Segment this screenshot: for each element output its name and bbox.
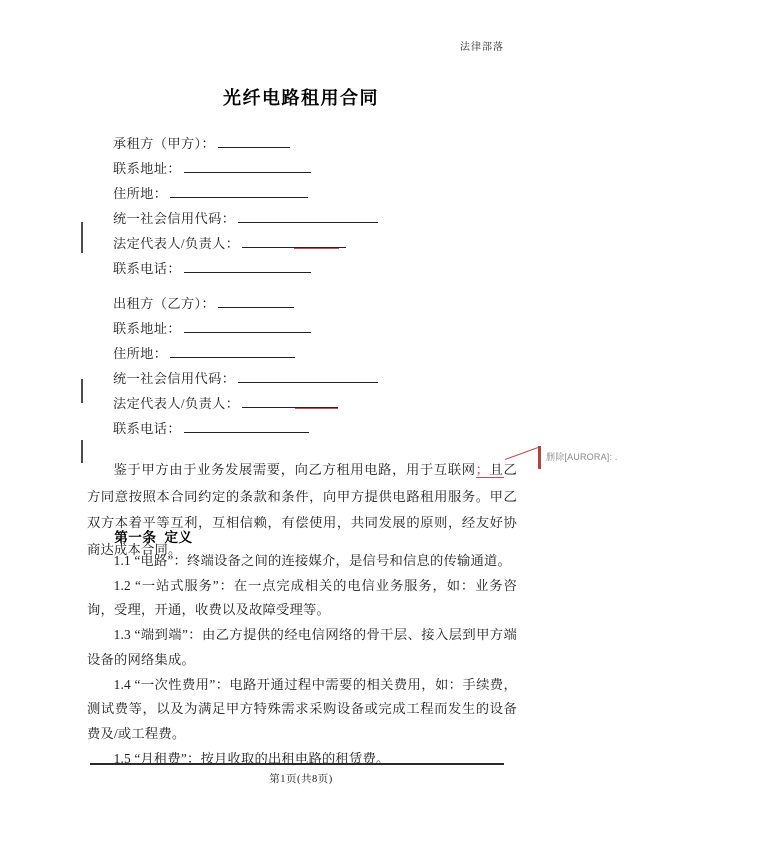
fill-in-blank-line[interactable] <box>238 369 378 383</box>
field-row-domicile <box>113 340 533 365</box>
fill-in-blank-line[interactable] <box>170 344 295 358</box>
field-row-lessor <box>113 290 533 315</box>
field-label: 住所地： <box>113 346 168 361</box>
field-row-contact-address <box>113 155 533 180</box>
field-row-contact-address <box>113 315 533 340</box>
revision-strike <box>295 408 338 409</box>
change-bar <box>81 222 83 253</box>
field-label: 统一社会信用代码： <box>113 211 236 226</box>
revision-strike <box>294 248 339 249</box>
clause-1-5: 1.5 “月租费”：按月收取的出租电路的租赁费。 <box>113 750 390 766</box>
fill-in-blank-line[interactable] <box>170 184 308 198</box>
fill-in-blank-line[interactable] <box>242 394 338 408</box>
clause-1-4: 1.4 “一次性费用”：电路开通过程中需要的相关费用，如：手续费，测试费等，以及为满足甲方特殊需求采购设备或完成工程而发生的设备费及/或工程费。 <box>87 676 517 741</box>
page-header-text: 法律部落 <box>460 42 504 53</box>
deletion-comment[interactable]: 删除[AURORA]: . <box>546 452 618 462</box>
preamble-text-after: 乙方同意按照本合同约定的条款和条件，向甲方提供电路租用服务。甲乙双方本着平等互利，互相信赖，有偿使用，共同发展的原则，经友好协商达成本合同。 <box>87 462 517 557</box>
field-row-lessee <box>113 130 533 155</box>
preamble-text-before: 鉴于甲方由于业务发展需要，向乙方租用电路，用于互联网 <box>113 462 476 478</box>
fill-in-blank-line[interactable] <box>184 319 311 333</box>
field-label: 联系电话： <box>113 261 181 276</box>
field-label: 承租方（甲方）： <box>113 136 216 151</box>
field-label: 联系地址： <box>113 321 181 336</box>
revision-inserted-text: 且 <box>489 462 504 478</box>
change-bar <box>81 440 83 463</box>
fill-in-blank-line[interactable] <box>238 209 378 223</box>
field-row-domicile <box>113 180 533 205</box>
fill-in-blank-line[interactable] <box>218 134 290 148</box>
page-number: 第1页(共8页) <box>269 774 333 785</box>
comment-anchor-bar <box>538 446 541 469</box>
section-heading: 第一条 定义 <box>114 530 193 545</box>
fill-in-blank-line[interactable] <box>184 159 311 173</box>
fill-in-blank-line[interactable] <box>184 259 311 273</box>
field-label: 法定代表人/负责人： <box>113 396 240 411</box>
party-b-block <box>113 290 533 440</box>
section-definitions <box>87 526 517 771</box>
revision-inserted-punct: ； <box>475 462 490 478</box>
clause-1-2: 1.2 “一站式服务”：在一点完成相关的电信业务服务，如：业务咨询，受理，开通，收费以及故障受理等。 <box>87 577 517 618</box>
change-bar <box>81 379 83 403</box>
field-row-credit-code <box>113 365 533 390</box>
comment-connector-line <box>505 446 540 460</box>
footer-divider <box>90 763 504 765</box>
field-label: 统一社会信用代码： <box>113 371 236 386</box>
party-a-block <box>113 130 533 280</box>
field-row-credit-code <box>113 205 533 230</box>
field-row-legal-rep <box>113 390 533 415</box>
field-label: 住所地： <box>113 186 168 201</box>
fill-in-blank-line[interactable] <box>242 234 346 248</box>
field-label: 联系电话： <box>113 421 181 436</box>
page-title: 光纤电路租用合同 <box>223 88 379 108</box>
field-label: 法定代表人/负责人： <box>113 236 240 251</box>
field-row-phone <box>113 415 533 440</box>
clause-1-3: 1.3 “端到端”：由乙方提供的经电信网络的骨干层、接入层到甲方端设备的网络集成。 <box>87 627 517 667</box>
field-row-legal-rep <box>113 230 533 255</box>
clause-1-1: 1.1 “电路”：终端设备之间的连接媒介，是信号和信息的传输通道。 <box>113 553 511 568</box>
field-label: 联系地址： <box>113 161 181 176</box>
fill-in-blank-line[interactable] <box>218 294 294 308</box>
field-label: 出租方（乙方）： <box>113 296 216 311</box>
field-row-phone <box>113 255 533 280</box>
fill-in-blank-line[interactable] <box>184 419 309 433</box>
